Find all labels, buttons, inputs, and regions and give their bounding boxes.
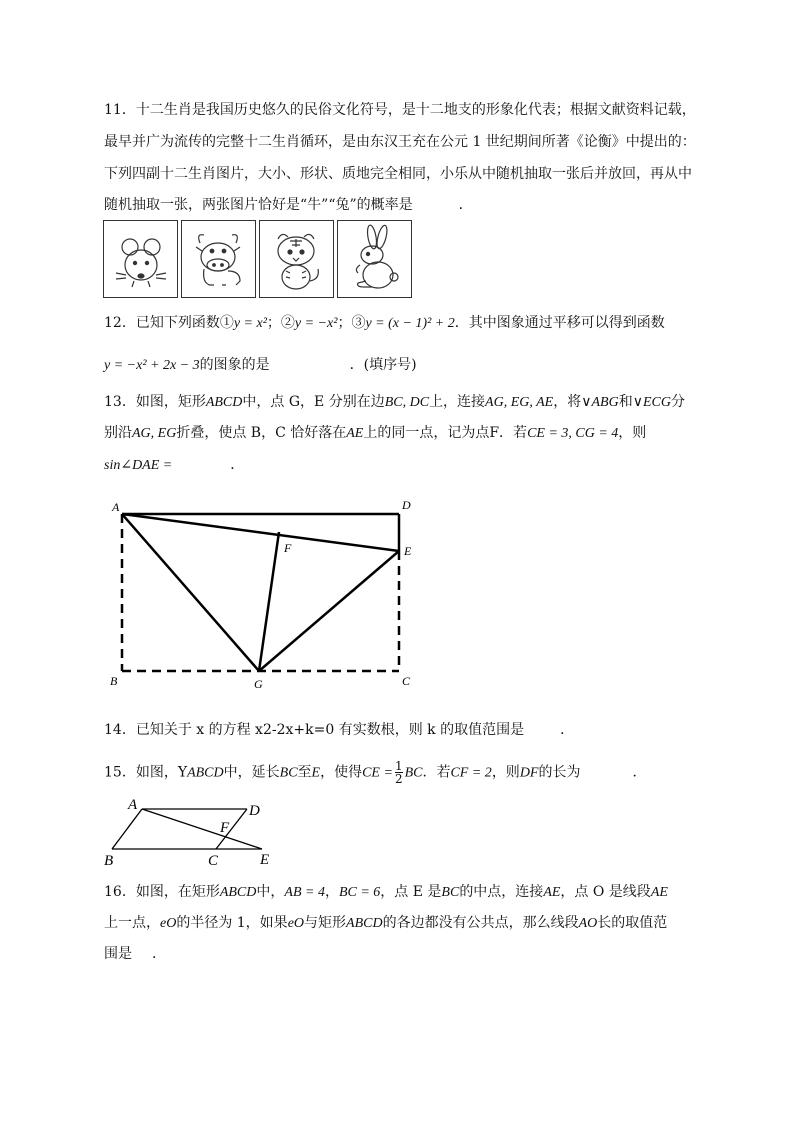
rat-icon [104, 221, 177, 297]
q15-text-a: 15．如图， [104, 764, 178, 781]
q16-text-2a: 上一点， [104, 915, 160, 931]
q16-text-1a: 16．如图，在矩形 [104, 884, 220, 900]
q15-text-b: 中，延长 [223, 764, 280, 781]
q16-eo2: eO [287, 916, 305, 931]
q13-line-1 [104, 392, 685, 413]
q14-end: ． [560, 722, 575, 738]
q13-text-1c: 上，连接 [429, 394, 486, 410]
q11-line-3: 下列四副十二生肖图片，大小、形状、质地完全相同，小乐从中随机抽取一张后并放回，再从中 [104, 166, 692, 182]
q15-df: DF [519, 765, 539, 781]
q16-eo: eO [160, 916, 177, 931]
q11-line-2: 最早并广为流传的完整十二生肖循环，是由东汉王充在公元 1 世纪期间所著《论衡》中提出的： [104, 134, 696, 150]
q12-target-function: y = −x² + 2x − 3 [104, 358, 200, 373]
q15-end: ． [632, 764, 647, 781]
q12-suffix: ．其中图象通过平移可以得到函数 [454, 315, 665, 331]
q16-text-1d: ，点 E 是 [380, 884, 442, 900]
q15-label-b: B [104, 853, 114, 869]
q13-abcd: ABCD [205, 395, 243, 410]
q14-line [104, 720, 574, 740]
q15-text-g: ，则 [491, 764, 520, 781]
q13-text-1f: 分 [670, 394, 685, 410]
q13-label-d: D [402, 498, 411, 512]
q12-fill-hint: ．(填序号) [349, 357, 417, 373]
q15-ce: CE = [362, 765, 393, 781]
q13-text-1b: 中，点 G，E 分别在边 [242, 394, 385, 410]
q14-text: 14．已知关于 x 的方程 x2-2x+k=0 有实数根，则 k 的取值范围是 [104, 722, 525, 738]
q16-text-1f: ，点 O 是线段 [560, 884, 651, 900]
q15-cf: CF = 2 [450, 765, 492, 781]
q16-text-3b: ． [152, 946, 166, 962]
q15-abcd: ABCD [187, 765, 224, 781]
q12-separator-1: ； [266, 315, 281, 331]
zodiac-card-tiger [259, 220, 334, 298]
q15-label-d: D [249, 803, 260, 819]
q16-abcd: ABCD [219, 885, 257, 900]
q16-ae2: AE [650, 885, 668, 900]
q12-circled-3: ③ [351, 315, 366, 331]
q16-bc: BC = 6 [338, 885, 381, 900]
q13-rectangle-diagram [100, 495, 430, 695]
q13-label-b: B [110, 674, 118, 688]
q16-ae: AE [543, 885, 561, 900]
q15-text-h: 的长为 [538, 764, 581, 781]
q13-ag-eg: AG, EG [132, 426, 177, 441]
q15-segment-ae [142, 809, 262, 849]
q13-text-1e: 和∨ [618, 394, 643, 410]
q12-function-3: y = (x − 1)² + 2 [365, 316, 455, 331]
q15-bc: BC [279, 765, 298, 781]
q16-line-1 [104, 882, 668, 903]
q15-line [104, 760, 646, 785]
q13-segment-ae [122, 514, 399, 551]
q13-ae: AE [346, 426, 364, 441]
q16-text-2b: 的半径为 1，如果 [176, 915, 288, 931]
ox-icon [182, 221, 255, 297]
q15-label-a: A [128, 797, 138, 813]
q15-text-f: ．若 [422, 764, 451, 781]
q13-label-e: E [404, 544, 412, 558]
q13-text-1a: 13．如图，矩形 [104, 394, 206, 410]
q13-segment-ge [259, 551, 399, 671]
q15-bc2: BC [404, 765, 423, 781]
q15-fraction-denominator: 2 [394, 772, 403, 786]
q13-text-1d: ，将∨ [553, 394, 592, 410]
q16-ab: AB = 4 [284, 885, 325, 900]
tiger-icon [260, 221, 333, 297]
q12-separator-2: ； [337, 315, 352, 331]
zodiac-card-rat [103, 220, 178, 298]
q12-prefix: 12．已知下列函数 [104, 315, 220, 331]
q12-circled-2: ② [280, 315, 295, 331]
q15-fraction-numerator: 1 [394, 759, 403, 773]
q15-fraction [395, 760, 403, 785]
q16-text-2c: 与矩形 [304, 915, 347, 931]
zodiac-card-ox [181, 220, 256, 298]
q15-segment-ab [112, 809, 142, 849]
q13-given: CE = 3, CG = 4 [527, 426, 619, 441]
q12-line-2 [104, 355, 417, 376]
q16-line-3 [104, 944, 166, 964]
q13-label-c: C [402, 674, 411, 688]
q13-end: ． [230, 457, 245, 473]
q13-abg: ABG [591, 395, 619, 410]
q11-line-1: 11．十二生肖是我国历史悠久的民俗文化符号，是十二地支的形象化代表；根据文献资料记载， [104, 102, 696, 118]
q13-ask: sin∠DAE = [104, 458, 173, 473]
q15-y: Y [177, 764, 188, 781]
q13-segment-gf [259, 532, 279, 671]
q11-line-4 [104, 195, 473, 215]
q16-ao: AO [578, 916, 598, 931]
q12-function-1: y = x² [233, 316, 267, 331]
q15-label-f: F [220, 820, 230, 836]
q12-question: 的图象的是 [199, 357, 270, 373]
q16-text-1c: ， [324, 884, 339, 900]
q13-text-2d: ，则 [618, 425, 647, 441]
q13-segment-ag [122, 514, 259, 671]
q16-line-2 [104, 913, 667, 934]
q12-circled-1: ① [219, 315, 234, 331]
q16-text-2d: 的各边都没有公共点，那么线段 [382, 915, 579, 931]
q13-text-2c: 上的同一点，记为点F．若 [363, 425, 528, 441]
q13-text-2a: 别沿 [104, 425, 132, 441]
q16-bc2: BC [441, 885, 460, 900]
q15-label-c: C [208, 853, 219, 869]
q15-text-d: ，使得 [320, 764, 363, 781]
q13-line-2 [104, 423, 646, 444]
q16-text-1b: 中， [256, 884, 285, 900]
q16-text-1e: 的中点，连接 [459, 884, 544, 900]
zodiac-card-rabbit [337, 220, 412, 298]
q13-label-g: G [254, 677, 263, 691]
q15-label-e: E [260, 852, 270, 868]
q16-text-2e: 长的取值范 [597, 915, 668, 931]
q15-parallelogram-diagram [100, 795, 285, 870]
q12-function-2: y = −x² [294, 316, 338, 331]
q13-label-a: A [112, 500, 120, 514]
q11-question-text: 随机抽取一张，两张图片恰好是“牛”“兔”的概率是 [104, 197, 413, 213]
q11-end: ． [458, 197, 473, 213]
rabbit-icon [338, 221, 411, 297]
q12-line-1 [104, 313, 665, 334]
q15-text-c: 至 [297, 764, 312, 781]
q13-label-f: F [284, 541, 292, 555]
q13-text-2b: 折叠，使点 B，C 恰好落在 [176, 425, 347, 441]
q16-text-3a: 围是 [104, 946, 132, 962]
q13-ecg: ECG [642, 395, 671, 410]
q13-bc-dc: BC, DC [384, 395, 430, 410]
q13-ag-eg-ae: AG, EG, AE [485, 395, 554, 410]
q13-line-3 [104, 455, 244, 476]
q16-abcd2: ABCD [346, 916, 383, 931]
q15-e: E [311, 765, 321, 781]
